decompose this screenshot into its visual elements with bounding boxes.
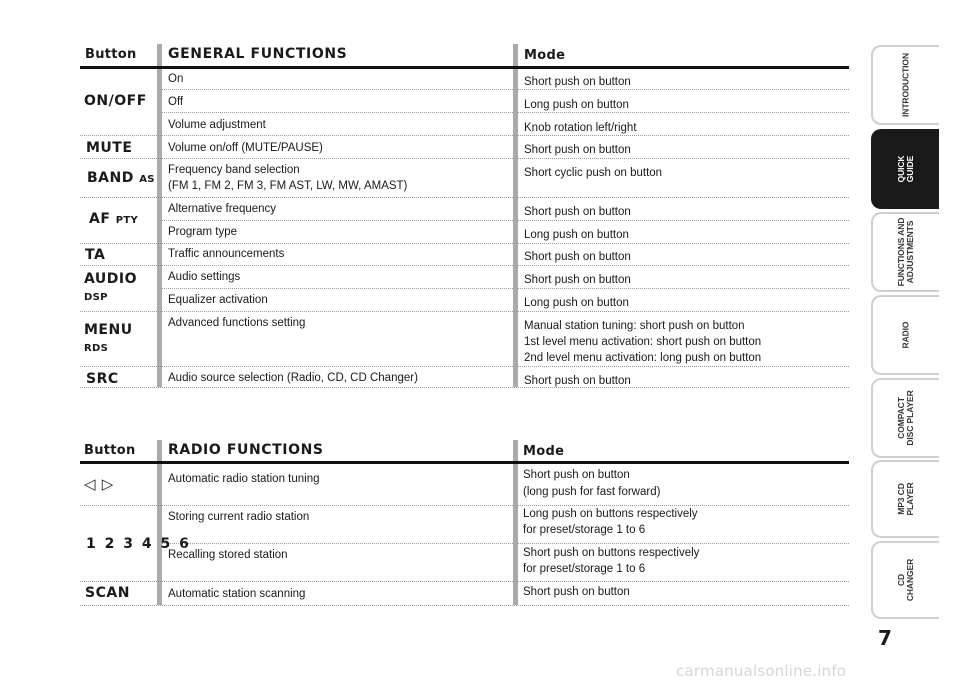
mode-text: Short push on button — [524, 206, 631, 218]
tab-label: FUNCTIONS AND ADJUSTMENTS — [896, 217, 915, 287]
page-number: 7 — [878, 626, 892, 650]
row-divider — [518, 220, 849, 221]
column-header-button: Button — [85, 47, 137, 62]
mode-text: Knob rotation left/right — [524, 122, 637, 134]
row-divider — [80, 158, 849, 159]
mode-text: Short push on buttons respectively — [523, 547, 700, 559]
function-text: Automatic radio station tuning — [168, 473, 320, 485]
tab-introduction[interactable] — [871, 45, 939, 125]
seek-arrows-button: ◁ ▷ — [84, 475, 114, 493]
function-text: Advanced functions setting — [168, 317, 306, 329]
row-divider — [80, 366, 849, 367]
function-text: Alternative frequency — [168, 203, 277, 215]
row-divider — [80, 581, 849, 582]
button-src: SRC — [86, 371, 119, 387]
column-divider — [513, 44, 518, 387]
button-band-as: BAND AS — [87, 170, 155, 186]
tab-cd-changer[interactable] — [871, 541, 939, 619]
row-divider — [80, 311, 849, 312]
tab-radio[interactable] — [871, 295, 939, 375]
watermark: carmanualsonline.info — [676, 662, 847, 680]
tab-functions-and-adjustments[interactable] — [871, 212, 939, 292]
row-divider — [80, 605, 849, 606]
mode-text: Short push on button — [523, 586, 630, 598]
tab-label: CD CHANGER — [896, 558, 915, 602]
row-divider — [80, 265, 849, 266]
function-text: Recalling stored station — [168, 549, 288, 561]
row-divider — [162, 89, 513, 90]
tab-compact-disc-player[interactable] — [871, 378, 939, 458]
mode-text: Short push on button — [524, 251, 631, 263]
tab-label: INTRODUCTION — [900, 53, 911, 117]
mode-text: Short push on button — [524, 375, 631, 387]
row-divider — [518, 543, 849, 544]
mode-text: Long push on button — [524, 99, 629, 111]
button-audio-dsp: AUDIO DSP — [84, 271, 138, 303]
tab-label: RADIO — [900, 321, 911, 349]
tab-label: COMPACT DISC PLAYER — [896, 390, 915, 446]
header-rule — [80, 66, 849, 69]
function-text: (FM 1, FM 2, FM 3, FM AST, LW, MW, AMAST) — [168, 180, 408, 192]
mode-text: 1st level menu activation: short push on button — [524, 336, 762, 348]
button-on-off: ON/OFF — [84, 93, 147, 109]
mode-text: Long push on button — [524, 229, 629, 241]
mode-text: Short cyclic push on button — [524, 167, 663, 179]
mode-text: Short push on button — [524, 144, 631, 156]
column-divider — [157, 44, 162, 387]
function-text: Off — [168, 96, 184, 108]
button-mute: MUTE — [86, 140, 133, 156]
function-text: On — [168, 73, 184, 85]
row-divider — [162, 220, 513, 221]
function-text: Audio source selection (Radio, CD, CD Changer) — [168, 372, 418, 384]
button-menu-rds: MENU RDS — [84, 322, 133, 354]
row-divider — [162, 543, 513, 544]
mode-text: Short push on button — [524, 274, 631, 286]
tab-label: QUICK GUIDE — [896, 155, 915, 183]
column-header-mode: Mode — [524, 48, 566, 63]
row-divider — [80, 135, 849, 136]
column-header-mode: Mode — [523, 444, 565, 459]
mode-text: Long push on button — [524, 297, 629, 309]
row-divider — [162, 112, 513, 113]
row-divider — [518, 288, 849, 289]
mode-text: Short push on button — [523, 469, 630, 481]
preset-buttons-1-6: 1 2 3 4 5 6 — [86, 536, 191, 552]
function-text: Frequency band selection — [168, 164, 300, 176]
mode-text: 2nd level menu activation: long push on button — [524, 352, 762, 364]
row-divider — [80, 197, 849, 198]
function-text: Volume on/off (MUTE/PAUSE) — [168, 142, 323, 154]
column-header-button: Button — [84, 443, 136, 458]
column-header-radio-functions: RADIO FUNCTIONS — [168, 442, 324, 458]
function-text: Equalizer activation — [168, 294, 268, 306]
mode-text: for preset/storage 1 to 6 — [523, 524, 646, 536]
tab-quick-guide[interactable] — [871, 129, 939, 209]
function-text: Volume adjustment — [168, 119, 266, 131]
tab-label: MP3 CD PLAYER — [896, 482, 915, 516]
mode-text: for preset/storage 1 to 6 — [523, 563, 646, 575]
function-text: Storing current radio station — [168, 511, 310, 523]
row-divider — [162, 288, 513, 289]
button-af-pty: AF PTY — [89, 211, 139, 227]
mode-text: Long push on buttons respectively — [523, 508, 698, 520]
column-header-general-functions: GENERAL FUNCTIONS — [168, 46, 348, 62]
row-divider — [80, 243, 849, 244]
header-rule — [80, 461, 849, 464]
function-text: Program type — [168, 226, 238, 238]
button-ta: TA — [85, 247, 106, 263]
mode-text: (long push for fast forward) — [523, 486, 661, 498]
mode-text: Manual station tuning: short push on button — [524, 320, 745, 332]
function-text: Automatic station scanning — [168, 588, 306, 600]
function-text: Audio settings — [168, 271, 241, 283]
row-divider — [80, 387, 849, 388]
mode-text: Short push on button — [524, 76, 631, 88]
tab-mp3-cd-player[interactable] — [871, 460, 939, 538]
row-divider — [80, 505, 849, 506]
function-text: Traffic announcements — [168, 248, 285, 260]
button-scan: SCAN — [85, 585, 130, 601]
